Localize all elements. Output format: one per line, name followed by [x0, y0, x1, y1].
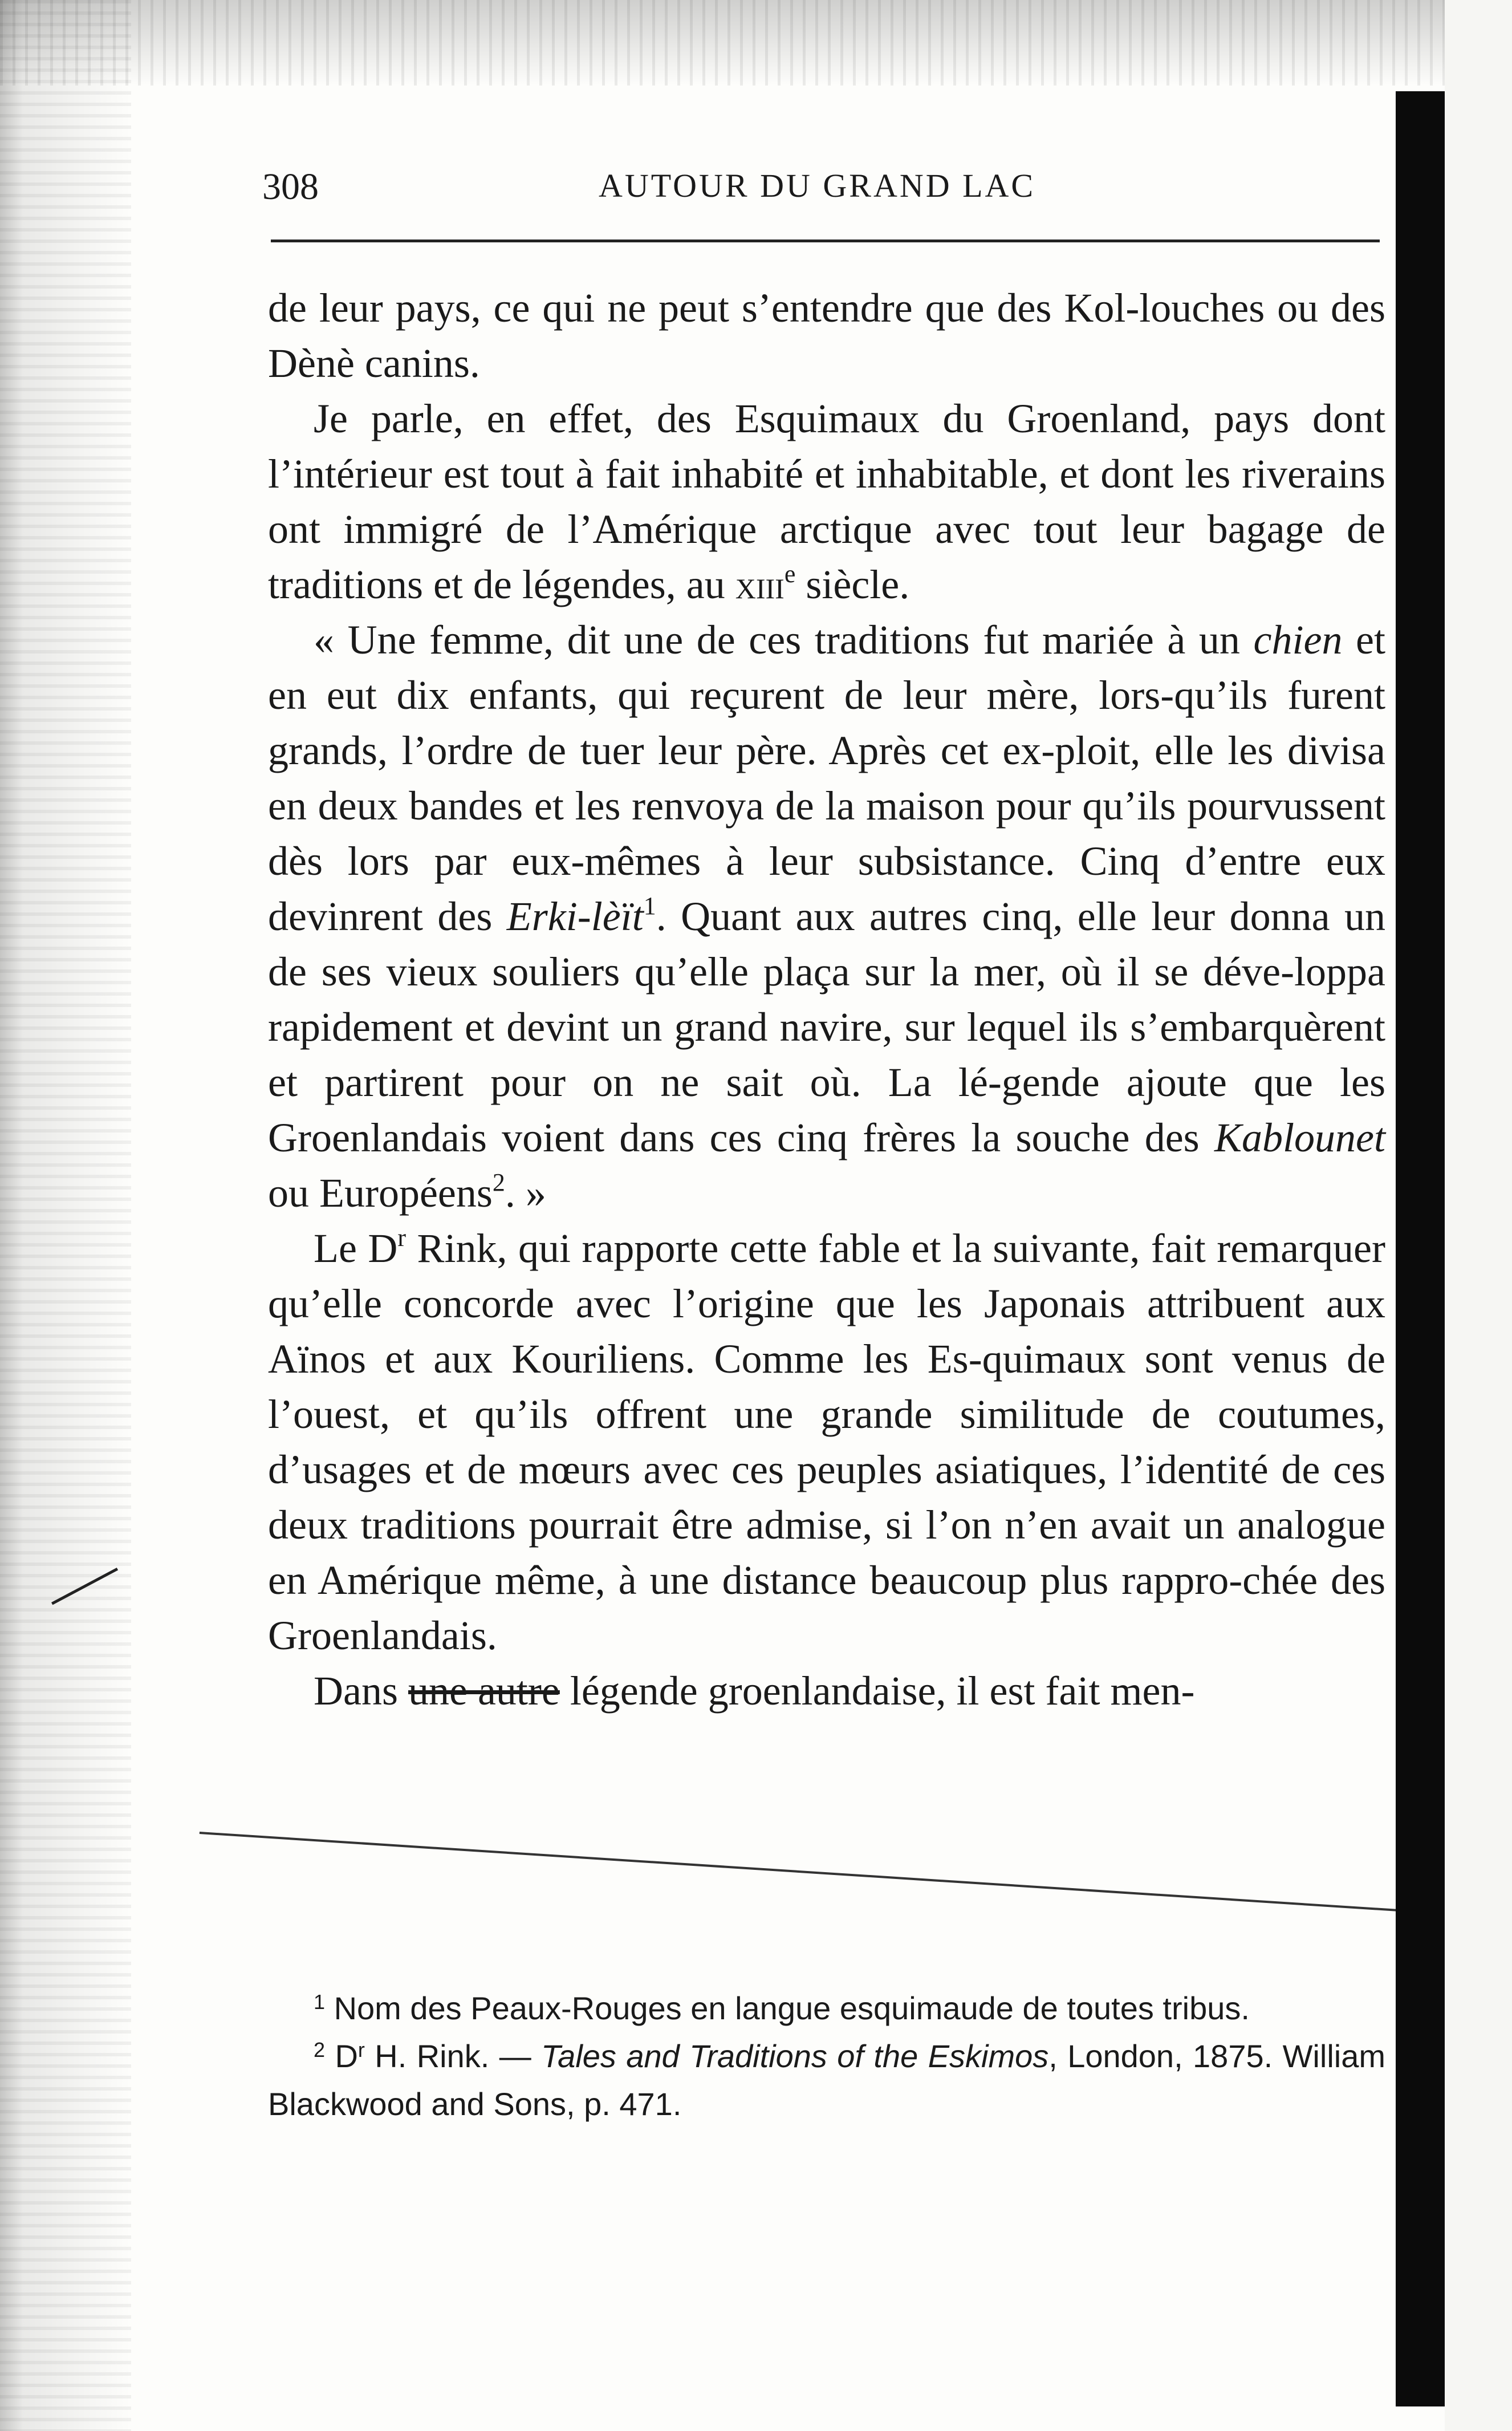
- paragraph-5-start: Dans: [314, 1668, 408, 1714]
- paragraph-4-text: Rink, qui rapporte cette fable et la suivante, fait remarquer qu’elle concorde avec l’origine que les Japonais attribuent aux Aïnos et aux Kouriliens. Comme les Es-quimaux sont venus de l’ouest, et qu’ils offrent une grande similitude de coutumes, d’usages et de mœurs avec ces peuples asiatiques, l’identité de ces deux traditions pourrait être admise, si l’on n’en avait un analogue en Amérique même, à une distance beaucoup plus rappro-chée des Groenlandais.: [268, 1225, 1385, 1658]
- book-gutter-shadow: [1396, 91, 1445, 2406]
- scan-noise-top: [0, 0, 1460, 86]
- running-title: AUTOUR DU GRAND LAC: [599, 167, 1036, 204]
- paragraph-5: [268, 1663, 1385, 1719]
- paragraph-2: [268, 391, 1385, 612]
- page-header: [262, 165, 1374, 217]
- footnote-2-mark: 2: [314, 2038, 326, 2061]
- century-numeral: xiii: [735, 562, 785, 607]
- paragraph-3-close: . »: [505, 1170, 546, 1216]
- footnote-2-author: H. Rink. —: [364, 2038, 542, 2074]
- italic-kablounet: Kablounet: [1214, 1115, 1385, 1160]
- footnote-ref-1: 1: [643, 892, 656, 920]
- century-suffix: e: [784, 560, 796, 588]
- header-rule: [271, 240, 1380, 242]
- handwritten-strike-line: [200, 1832, 1406, 1912]
- footnote-1-mark: 1: [314, 1990, 326, 2014]
- paragraph-3-part-c: ou Européens: [268, 1170, 493, 1216]
- paragraph-3-part-a: et en eut dix enfants, qui reçurent de leur mère, lors-qu’ils furent grands, l’ordre de tuer leur père. Après cet ex-ploit, elle les divisa en deux bandes et les renvoya de la maison pour qu’ils pourvussent dès lors par eux-mêmes à leur subsistance. Cinq d’entre eux devinrent des: [268, 617, 1386, 939]
- footnote-ref-2: 2: [492, 1168, 505, 1196]
- paragraph-3-open: « Une femme, dit une de ces traditions fut mariée à un: [314, 617, 1254, 663]
- footnote-2-dr-sup: r: [357, 2038, 365, 2061]
- paragraph-4: [268, 1221, 1385, 1663]
- footnotes: [268, 1984, 1385, 2128]
- paragraph-4-start: Le D: [314, 1225, 398, 1271]
- footnote-1-text: Nom des Peaux-Rouges en langue esquimaude de toutes tribus.: [325, 1990, 1250, 2026]
- scan-noise-left: [0, 0, 131, 2431]
- paragraph-3-part-b: . Quant aux autres cinq, elle leur donna un de ses vieux souliers qu’elle plaça sur la mer, où il se déve-loppa rapidement et devint un grand navire, sur lequel ils s’embarquèrent et partirent pour on ne sait où. La lé-gende ajoute que les Groenlandais voient dans ces cinq frères la souche des: [268, 894, 1385, 1160]
- footnote-1: [268, 1984, 1385, 2032]
- italic-chien: chien: [1253, 617, 1343, 663]
- paragraph-2-text: Je parle, en effet, des Esquimaux du Groenland, pays dont l’intérieur est tout à fait inhabité et inhabitable, et dont les riverains ont immigré de l’Amérique arctique avec tout leur bagage de traditions et de légendes, au: [268, 396, 1385, 607]
- footnote-2-end: , London, 1875. William Blackwood and Sons, p. 471.: [268, 2038, 1385, 2122]
- body-text: [268, 281, 1385, 1719]
- italic-erkileit: Erki-lèït: [506, 894, 644, 939]
- page-number: 308: [262, 166, 319, 208]
- paragraph-2-end: siècle.: [795, 562, 910, 607]
- paragraph-5-text: légende groenlandaise, il est fait men-: [559, 1668, 1195, 1714]
- struck-text: une autre: [408, 1668, 560, 1714]
- paragraph-3: [268, 612, 1385, 1221]
- footnote-2-title: Tales and Traditions of the Eskimos: [541, 2038, 1049, 2074]
- doctor-abbrev-sup: r: [397, 1224, 407, 1252]
- paragraph-1: de leur pays, ce qui ne peut s’entendre que des Kol-louches ou des Dènè canins.: [268, 285, 1385, 386]
- footnote-2: [268, 2032, 1385, 2128]
- footnote-2-start: D: [325, 2038, 358, 2074]
- next-page-edge: [1445, 0, 1512, 2431]
